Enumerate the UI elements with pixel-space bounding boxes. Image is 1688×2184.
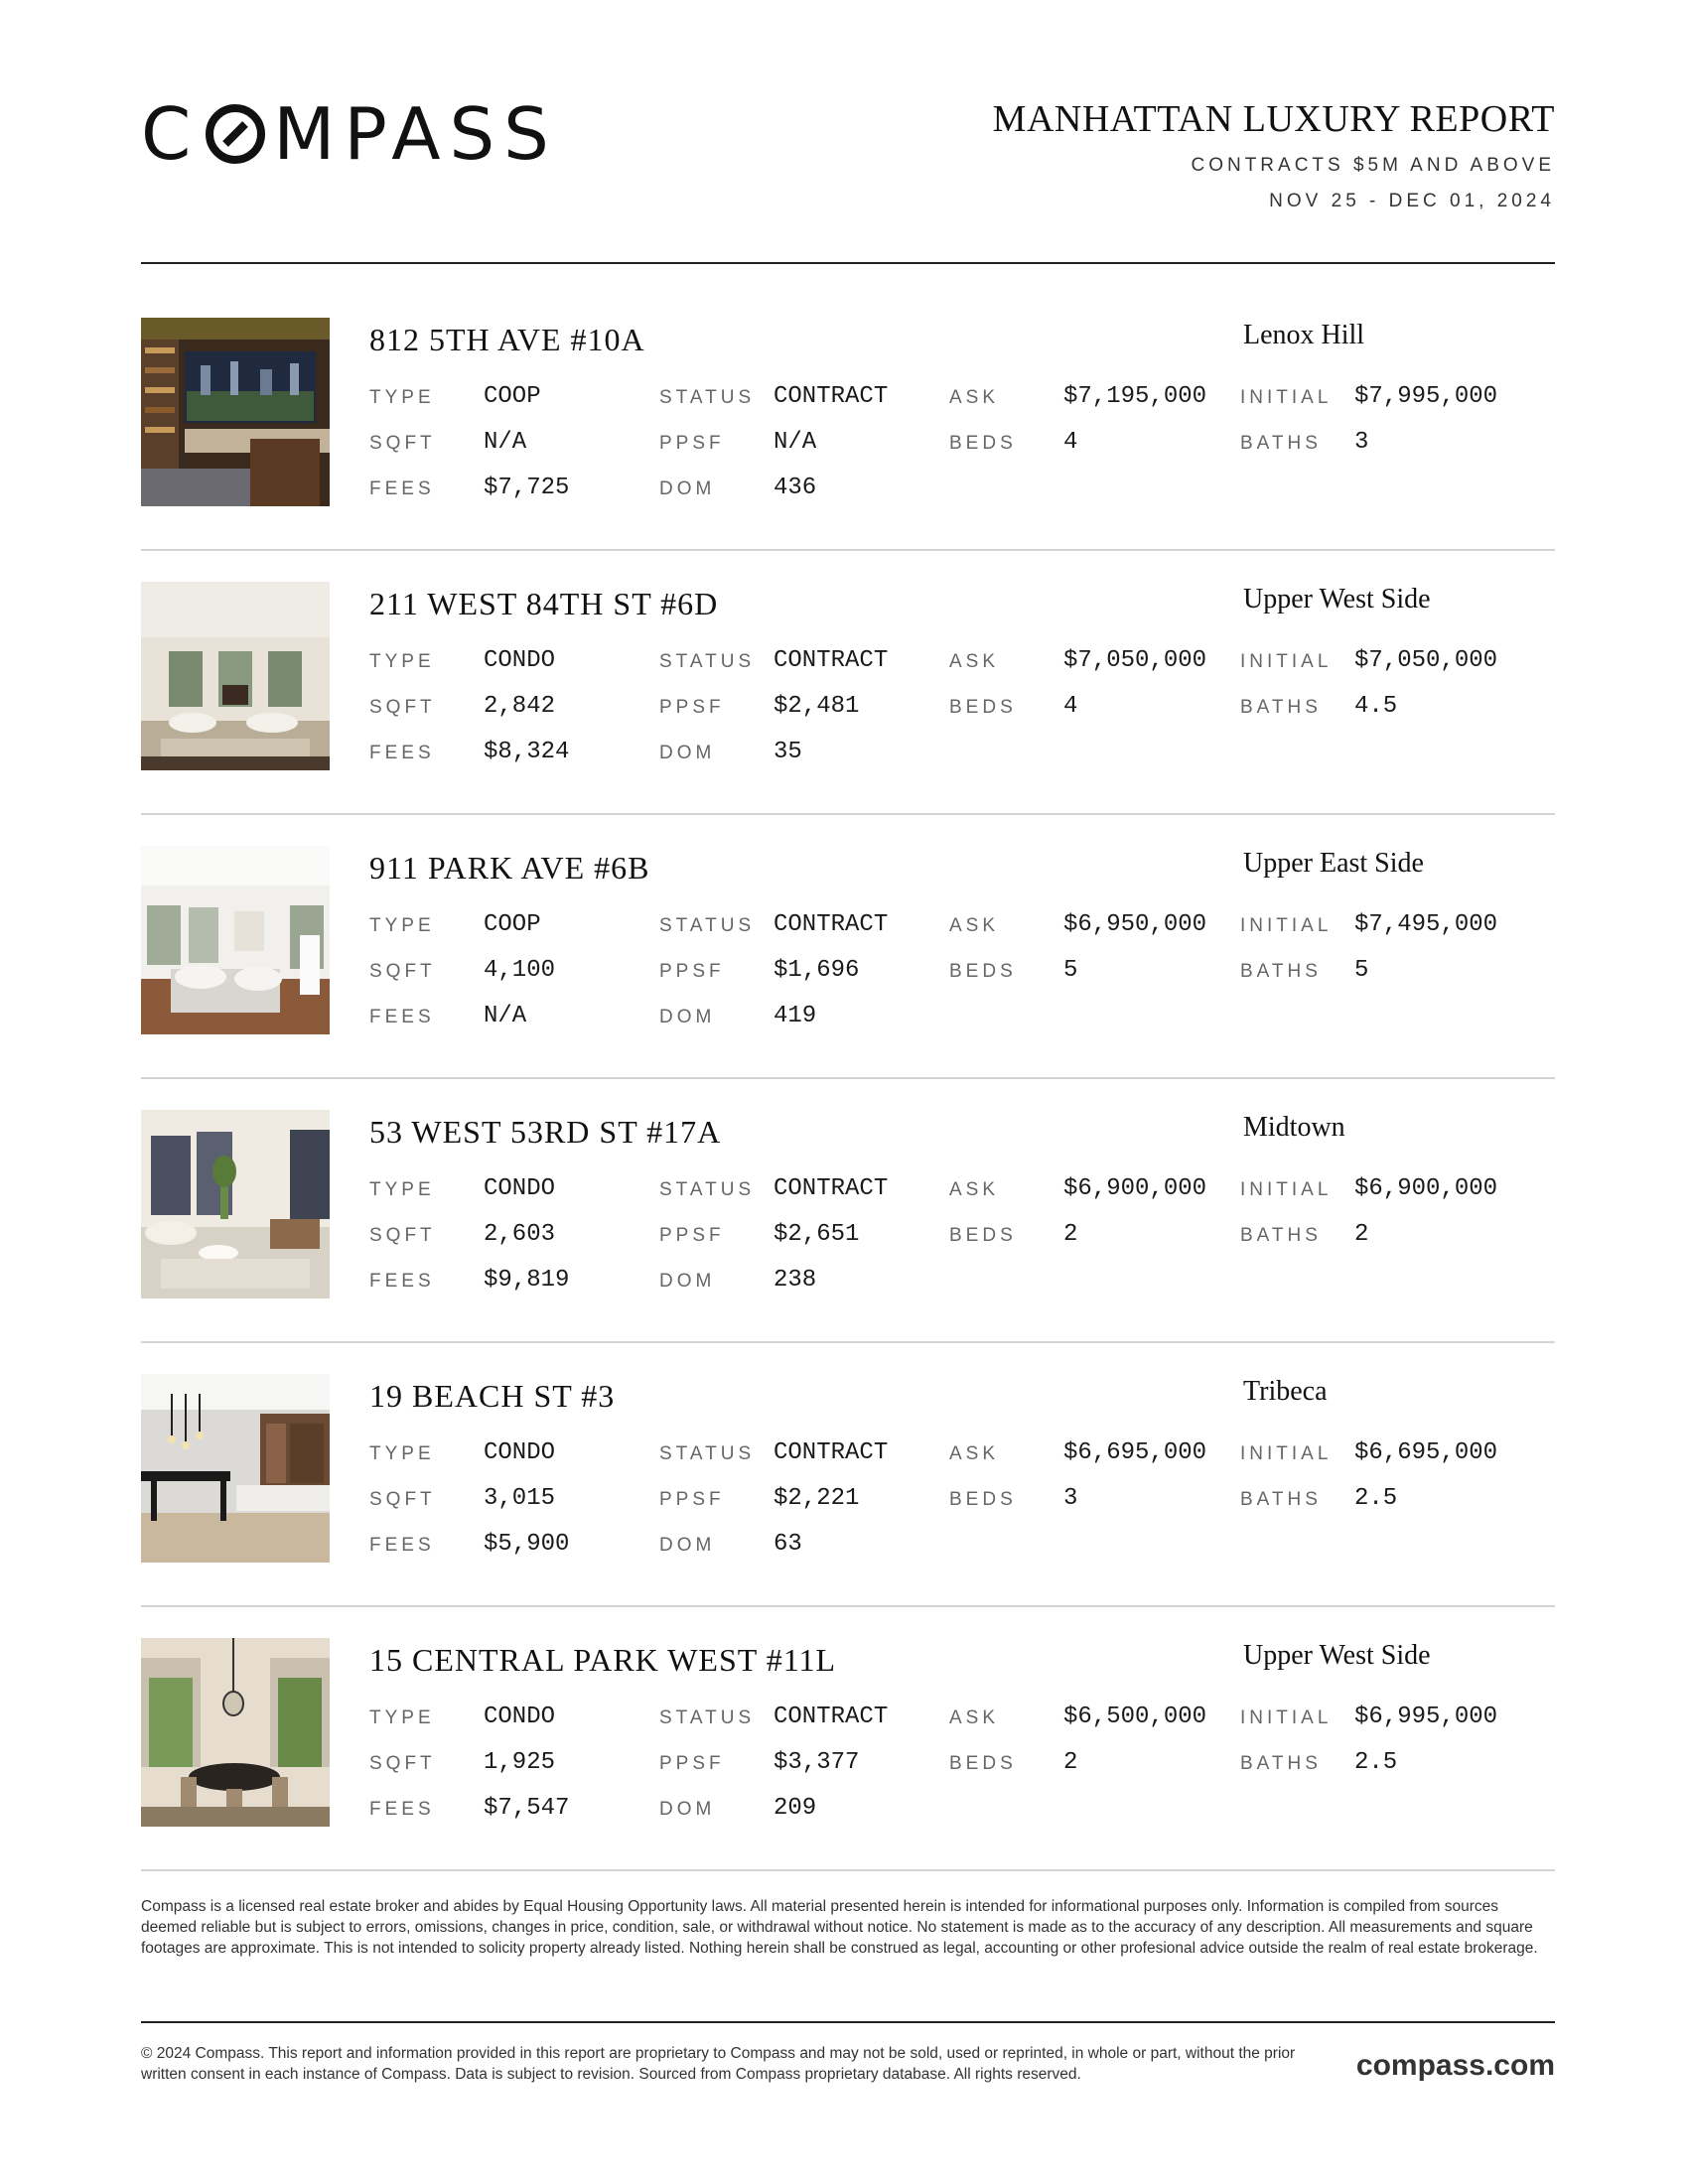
type-label: TYPE (369, 1443, 435, 1464)
listing-row (0, 1374, 1688, 1572)
dom-label: DOM (659, 1799, 716, 1820)
ppsf-value: $1,696 (774, 957, 860, 984)
type-label: TYPE (369, 387, 435, 408)
listing-photo (141, 846, 330, 1034)
type-value: CONDO (484, 647, 556, 674)
ask-label: ASK (949, 1179, 1000, 1200)
sqft-label: SQFT (369, 1225, 436, 1246)
fees-label: FEES (369, 478, 435, 499)
report-title: MANHATTAN LUXURY REPORT (992, 98, 1555, 140)
sqft-label: SQFT (369, 961, 436, 982)
initial-value: $6,995,000 (1354, 1704, 1498, 1730)
compass-logo (141, 92, 568, 176)
baths-value: 2.5 (1354, 1485, 1398, 1512)
beds-label: BEDS (949, 1753, 1017, 1774)
type-label: TYPE (369, 1707, 435, 1728)
status-value: CONTRACT (774, 1175, 889, 1202)
listing-divider (141, 1077, 1555, 1079)
sqft-value: 1,925 (484, 1749, 556, 1776)
sqft-value: 2,842 (484, 693, 556, 720)
listing-address: 19 BEACH ST #3 (369, 1378, 616, 1414)
baths-value: 3 (1354, 429, 1369, 456)
listing-address: 211 WEST 84TH ST #6D (369, 586, 719, 621)
type-value: COOP (484, 383, 541, 410)
baths-label: BATHS (1240, 1489, 1322, 1510)
fees-value: $9,819 (484, 1267, 570, 1294)
ppsf-value: $2,481 (774, 693, 860, 720)
baths-label: BATHS (1240, 697, 1322, 718)
listing-neighborhood: Lenox Hill (1243, 320, 1365, 350)
listing-divider (141, 813, 1555, 815)
status-label: STATUS (659, 387, 756, 408)
type-label: TYPE (369, 651, 435, 672)
baths-value: 2 (1354, 1221, 1369, 1248)
sqft-value: N/A (484, 429, 527, 456)
fees-value: $5,900 (484, 1531, 570, 1558)
beds-label: BEDS (949, 1225, 1017, 1246)
initial-label: INITIAL (1240, 1707, 1333, 1728)
type-value: CONDO (484, 1175, 556, 1202)
fees-label: FEES (369, 1535, 435, 1556)
dom-value: 35 (774, 739, 802, 765)
ppsf-value: $3,377 (774, 1749, 860, 1776)
ask-value: $6,500,000 (1063, 1704, 1207, 1730)
dom-value: 419 (774, 1003, 817, 1029)
sqft-value: 3,015 (484, 1485, 556, 1512)
dom-value: 209 (774, 1795, 817, 1822)
sqft-label: SQFT (369, 1489, 436, 1510)
listing-neighborhood: Upper East Side (1243, 848, 1424, 879)
ask-value: $6,695,000 (1063, 1439, 1207, 1466)
beds-value: 4 (1063, 693, 1078, 720)
copyright-text: © 2024 Compass. This report and information provided in this report are proprietary to Compass and may not be sold, used or reprinted, in whole or part, without the prior written consent in each instance of Compass. Data is subject to revision. Sourced from Compass proprietary database. All rights reserved. (141, 2045, 1296, 2083)
listing-photo (141, 1374, 330, 1563)
sqft-value: 4,100 (484, 957, 556, 984)
beds-value: 3 (1063, 1485, 1078, 1512)
beds-label: BEDS (949, 1489, 1017, 1510)
ask-value: $7,050,000 (1063, 647, 1207, 674)
disclaimer-text: Compass is a licensed real estate broker and abides by Equal Housing Opportunity laws. All material presented herein is intended for informational purposes only. Information is compiled from sources deemed reliable but is subject to errors, omissions, changes in price, condition, sale, or withdrawal without notice. No statement is made as to the accuracy of any description. All measurements and square footages are approximate. This is not intended to solicity property already listed. Nothing herein shall be construed as legal, accounting or other profesional advice outside the realm of real estate brokerage. (141, 1898, 1538, 1957)
status-label: STATUS (659, 651, 756, 672)
fees-label: FEES (369, 1271, 435, 1292)
ask-label: ASK (949, 387, 1000, 408)
ppsf-label: PPSF (659, 1489, 725, 1510)
listing-address: 911 PARK AVE #6B (369, 850, 650, 886)
initial-value: $7,050,000 (1354, 647, 1498, 674)
logo-mpass: MPASS (273, 92, 558, 176)
baths-label: BATHS (1240, 1225, 1322, 1246)
beds-value: 2 (1063, 1221, 1078, 1248)
listing-row (0, 846, 1688, 1044)
initial-value: $7,495,000 (1354, 911, 1498, 938)
baths-label: BATHS (1240, 1753, 1322, 1774)
fees-label: FEES (369, 1799, 435, 1820)
compass-website-link[interactable]: compass.com (1355, 2049, 1555, 2082)
dom-label: DOM (659, 1271, 716, 1292)
ask-label: ASK (949, 915, 1000, 936)
ppsf-value: N/A (774, 429, 817, 456)
ask-value: $6,950,000 (1063, 911, 1207, 938)
listing-neighborhood: Upper West Side (1243, 584, 1431, 614)
listing-address: 15 CENTRAL PARK WEST #11L (369, 1642, 837, 1678)
listing-photo (141, 1110, 330, 1298)
initial-value: $7,995,000 (1354, 383, 1498, 410)
status-label: STATUS (659, 1443, 756, 1464)
beds-label: BEDS (949, 961, 1017, 982)
dom-label: DOM (659, 478, 716, 499)
fees-value: $7,725 (484, 475, 570, 501)
sqft-value: 2,603 (484, 1221, 556, 1248)
dom-value: 436 (774, 475, 817, 501)
type-value: COOP (484, 911, 541, 938)
ppsf-label: PPSF (659, 1225, 725, 1246)
initial-label: INITIAL (1240, 1179, 1333, 1200)
ppsf-label: PPSF (659, 433, 725, 454)
listing-photo (141, 318, 330, 506)
beds-label: BEDS (949, 697, 1017, 718)
initial-value: $6,900,000 (1354, 1175, 1498, 1202)
fees-value: $7,547 (484, 1795, 570, 1822)
ppsf-label: PPSF (659, 697, 725, 718)
fees-value: N/A (484, 1003, 527, 1029)
status-label: STATUS (659, 915, 756, 936)
fees-value: $8,324 (484, 739, 570, 765)
type-value: CONDO (484, 1704, 556, 1730)
status-value: CONTRACT (774, 1704, 889, 1730)
initial-label: INITIAL (1240, 387, 1333, 408)
listing-neighborhood: Upper West Side (1243, 1640, 1431, 1671)
status-label: STATUS (659, 1707, 756, 1728)
ask-label: ASK (949, 1443, 1000, 1464)
beds-value: 2 (1063, 1749, 1078, 1776)
type-label: TYPE (369, 1179, 435, 1200)
baths-label: BATHS (1240, 961, 1322, 982)
beds-value: 5 (1063, 957, 1078, 984)
beds-label: BEDS (949, 433, 1017, 454)
report-subtitle: CONTRACTS $5M AND ABOVE (1191, 155, 1555, 176)
listing-row (0, 1638, 1688, 1837)
initial-label: INITIAL (1240, 651, 1333, 672)
sqft-label: SQFT (369, 1753, 436, 1774)
listing-neighborhood: Tribeca (1243, 1376, 1328, 1407)
sqft-label: SQFT (369, 433, 436, 454)
listing-row (0, 582, 1688, 780)
listing-divider (141, 1341, 1555, 1343)
initial-label: INITIAL (1240, 915, 1333, 936)
ppsf-value: $2,651 (774, 1221, 860, 1248)
listing-address: 53 WEST 53RD ST #17A (369, 1114, 722, 1150)
listing-address: 812 5TH AVE #10A (369, 322, 645, 357)
baths-value: 4.5 (1354, 693, 1398, 720)
listing-photo (141, 1638, 330, 1827)
baths-value: 5 (1354, 957, 1369, 984)
status-value: CONTRACT (774, 647, 889, 674)
ask-label: ASK (949, 651, 1000, 672)
status-label: STATUS (659, 1179, 756, 1200)
ppsf-label: PPSF (659, 1753, 725, 1774)
logo-c: C (141, 92, 201, 176)
listing-divider (141, 1605, 1555, 1607)
fees-label: FEES (369, 743, 435, 763)
initial-label: INITIAL (1240, 1443, 1333, 1464)
ask-value: $6,900,000 (1063, 1175, 1207, 1202)
type-label: TYPE (369, 915, 435, 936)
header-divider (141, 262, 1555, 264)
dom-label: DOM (659, 743, 716, 763)
ask-label: ASK (949, 1707, 1000, 1728)
beds-value: 4 (1063, 429, 1078, 456)
dom-value: 238 (774, 1267, 817, 1294)
compass-o-icon (204, 102, 267, 166)
status-value: CONTRACT (774, 383, 889, 410)
listing-divider (141, 1869, 1555, 1871)
dom-label: DOM (659, 1535, 716, 1556)
listing-row (0, 1110, 1688, 1308)
sqft-label: SQFT (369, 697, 436, 718)
listing-neighborhood: Midtown (1243, 1112, 1345, 1143)
footer-divider (141, 2021, 1555, 2023)
listing-photo (141, 582, 330, 770)
status-value: CONTRACT (774, 1439, 889, 1466)
ppsf-label: PPSF (659, 961, 725, 982)
ppsf-value: $2,221 (774, 1485, 860, 1512)
report-date-range: NOV 25 - DEC 01, 2024 (1269, 191, 1555, 211)
initial-value: $6,695,000 (1354, 1439, 1498, 1466)
baths-label: BATHS (1240, 433, 1322, 454)
fees-label: FEES (369, 1007, 435, 1027)
dom-label: DOM (659, 1007, 716, 1027)
type-value: CONDO (484, 1439, 556, 1466)
listing-divider (141, 549, 1555, 551)
dom-value: 63 (774, 1531, 802, 1558)
baths-value: 2.5 (1354, 1749, 1398, 1776)
status-value: CONTRACT (774, 911, 889, 938)
ask-value: $7,195,000 (1063, 383, 1207, 410)
listing-row (0, 318, 1688, 516)
